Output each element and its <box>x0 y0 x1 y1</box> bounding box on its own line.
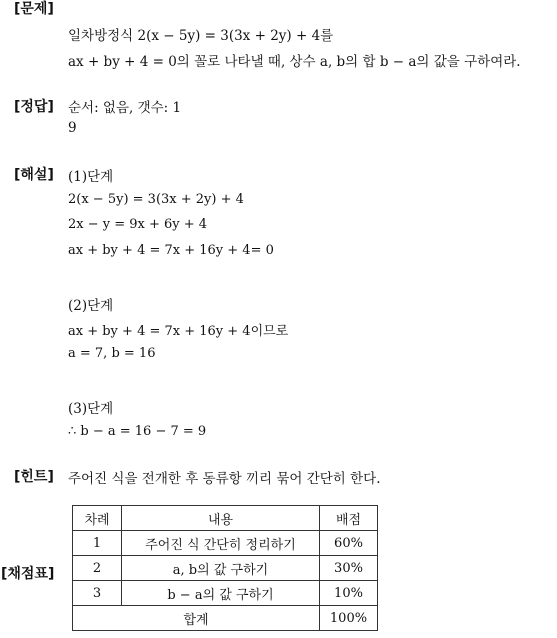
hint-text: 주어진 식을 전개한 후 동류항 끼리 묶어 간단히 한다. <box>68 471 381 487</box>
rubric-row-content: 주어진 식 간단히 정리하기 <box>122 531 320 556</box>
rubric-row <box>73 531 378 556</box>
rubric-row-content: b − a의 값 구하기 <box>122 581 320 606</box>
solution-step1-line2: 2x − y = 9x + 6y + 4 <box>68 217 208 232</box>
rubric-row-step: 2 <box>73 556 122 581</box>
solution-step3-line1: ∴ b − a = 16 − 7 = 9 <box>68 424 207 439</box>
hint-label: [힌트] <box>14 469 54 485</box>
solution-step2-title: (2)단계 <box>68 298 114 314</box>
rubric-row-score: 10% <box>320 581 378 606</box>
rubric-row-score: 30% <box>320 556 378 581</box>
answer-meta: 순서: 없음, 갯수: 1 <box>68 100 182 116</box>
rubric-header-row <box>73 506 378 531</box>
answer-value: 9 <box>68 120 77 136</box>
rubric-row-content: a, b의 값 구하기 <box>122 556 320 581</box>
rubric-header-content: 내용 <box>122 506 320 531</box>
rubric-table <box>72 505 378 631</box>
problem-line-2: ax + by + 4 = 0의 꼴로 나타낼 때, 상수 a, b의 합 b − a의 값을 구하여라. <box>68 54 521 70</box>
rubric-header-score: 배점 <box>320 506 378 531</box>
rubric-row-score: 60% <box>320 531 378 556</box>
problem-label: [문제] <box>14 1 54 17</box>
rubric-row <box>73 581 378 606</box>
problem-line-1: 일차방정식 2(x − 5y) = 3(3x + 2y) + 4를 <box>68 28 334 44</box>
solution-step1-title: (1)단계 <box>68 169 114 185</box>
rubric-total-row <box>73 606 378 631</box>
solution-step3-title: (3)단계 <box>68 401 114 417</box>
rubric-row-step: 1 <box>73 531 122 556</box>
solution-step1-line3: ax + by + 4 = 7x + 16y + 4= 0 <box>68 243 274 258</box>
solution-step2-line1: ax + by + 4 = 7x + 16y + 4이므로 <box>68 324 289 339</box>
rubric-total-label: 합계 <box>73 606 320 631</box>
solution-label: [해설] <box>14 167 54 183</box>
rubric-header-step: 차례 <box>73 506 122 531</box>
answer-label: [정답] <box>14 99 54 115</box>
rubric-row-step: 3 <box>73 581 122 606</box>
solution-step1-line1: 2(x − 5y) = 3(3x + 2y) + 4 <box>68 192 244 207</box>
solution-step2-line2: a = 7, b = 16 <box>68 346 156 361</box>
rubric-label: [채점표] <box>1 566 55 582</box>
rubric-row <box>73 556 378 581</box>
rubric-total-score: 100% <box>320 606 378 631</box>
